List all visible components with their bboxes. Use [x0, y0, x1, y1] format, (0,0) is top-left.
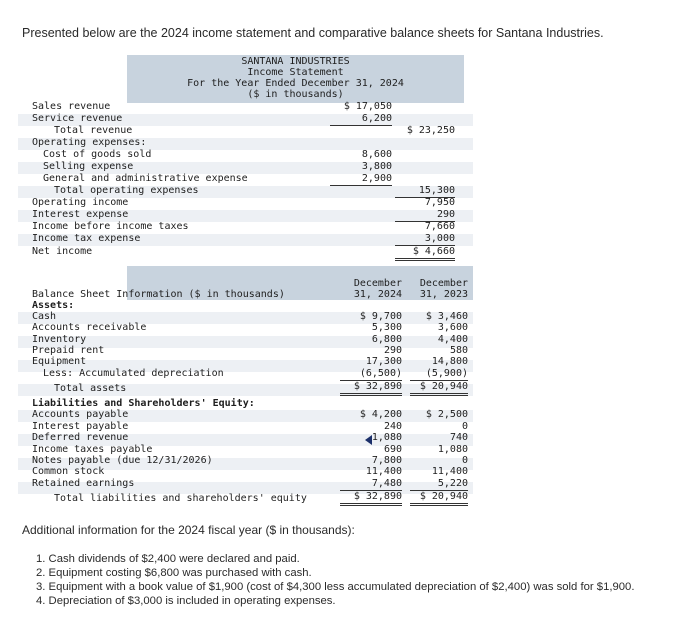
bs-row-label: Inventory — [32, 334, 87, 345]
bs-row-2024: 6,800 — [371, 334, 402, 345]
bs-row-2023: 1,080 — [437, 444, 468, 455]
is-row-total: 7,950 — [424, 197, 455, 208]
bs-row-2024: 7,480 — [340, 478, 402, 491]
bs-row-label: Total liabilities and shareholders' equity — [54, 493, 307, 504]
statement-period: For the Year Ended December 31, 2024 — [187, 78, 404, 89]
is-row-label: Income tax expense — [32, 233, 141, 244]
is-row-amount: 6,200 — [330, 113, 392, 126]
bs-row-2024: (6,500) — [340, 368, 402, 381]
mouse-cursor-icon — [365, 435, 372, 445]
bs-col1-header: December — [353, 278, 402, 289]
is-row-label: Total revenue — [54, 125, 133, 136]
liabilities-heading: Liabilities and Shareholders' Equity: — [32, 398, 255, 409]
is-row-total: 290 — [395, 209, 455, 222]
bs-row-label: Retained earnings — [32, 478, 135, 489]
is-row-label: Income before income taxes — [32, 221, 189, 232]
is-row-label: Operating expenses: — [32, 137, 147, 148]
bs-row-2023: 3,600 — [437, 322, 468, 333]
list-item: 2. Equipment costing $6,800 was purchased with cash. — [36, 567, 312, 579]
total-assets-2024: $ 32,890 — [340, 381, 402, 396]
is-row-total: $ 23,250 — [406, 125, 455, 136]
is-row-label: Cost of goods sold — [43, 149, 152, 160]
additional-info-list — [36, 552, 634, 608]
balance-sheet-title: Balance Sheet Information ($ in thousands) — [32, 289, 285, 300]
bs-row-2023: (5,900) — [410, 368, 468, 381]
bs-row-2023: 740 — [449, 432, 468, 443]
bs-row-2023: 11,400 — [431, 466, 468, 477]
is-row-label: Interest expense — [32, 209, 129, 220]
bs-row-2023: 14,800 — [431, 356, 468, 367]
bs-row-2023: 580 — [449, 345, 468, 356]
is-row-total: 3,000 — [395, 233, 455, 246]
bs-row-2023: 0 — [461, 455, 468, 466]
bs-row-label: Deferred revenue — [32, 432, 129, 443]
is-row-amount: 2,900 — [330, 173, 392, 186]
is-row-amount: 3,800 — [361, 161, 392, 172]
bs-row-2023: 5,220 — [410, 478, 468, 491]
is-row-amount: 8,600 — [361, 149, 392, 160]
net-income-total: $ 4,660 — [395, 246, 455, 261]
is-row-label: Service revenue — [32, 113, 123, 124]
bs-row-label: Total assets — [54, 383, 127, 394]
bs-row-label: Equipment — [32, 356, 87, 367]
bs-col2-header: 31, 2023 — [419, 289, 468, 300]
bs-row-label: Less: Accumulated depreciation — [43, 368, 224, 379]
is-row-total: 7,660 — [424, 221, 455, 232]
is-row-total: 15,300 — [395, 185, 455, 198]
list-item: 1. Cash dividends of $2,400 were declared and paid. — [36, 553, 300, 565]
total-liabilities-equity-2023: $ 20,940 — [410, 491, 468, 506]
bs-row-label: Income taxes payable — [32, 444, 153, 455]
bs-row-label: Notes payable (due 12/31/2026) — [32, 455, 213, 466]
bs-row-label: Common stock — [32, 466, 105, 477]
is-row-amount: $ 17,050 — [343, 101, 392, 112]
bs-row-2024: 240 — [383, 421, 402, 432]
is-row-label: Total operating expenses — [54, 185, 199, 196]
bs-row-label: Interest payable — [32, 421, 129, 432]
list-item: 4. Depreciation of $3,000 is included in operating expenses. — [36, 595, 336, 607]
bs-row-2023: $ 2,500 — [425, 409, 468, 420]
is-row-label: Sales revenue — [32, 101, 111, 112]
statement-units: ($ in thousands) — [247, 89, 344, 100]
bs-row-2024: 11,400 — [365, 466, 402, 477]
is-row-label: General and administrative expense — [43, 173, 248, 184]
bs-row-2023: $ 3,460 — [425, 311, 468, 322]
is-row-label: Operating income — [32, 197, 129, 208]
bs-row-2024: 7,800 — [371, 455, 402, 466]
bs-row-label: Accounts receivable — [32, 322, 147, 333]
bs-row-label: Cash — [32, 311, 57, 322]
is-row-label: Net income — [32, 246, 93, 257]
is-row-label: Selling expense — [43, 161, 134, 172]
bs-col1-header: 31, 2024 — [353, 289, 402, 300]
bs-row-2024: $ 4,200 — [359, 409, 402, 420]
company-name: SANTANA INDUSTRIES — [241, 56, 350, 67]
total-liabilities-equity-2024: $ 32,890 — [340, 491, 402, 506]
list-item: 3. Equipment with a book value of $1,900 (cost of $4,300 less accumulated depreciation of $2,400) was sold for $1,900. — [36, 581, 635, 593]
additional-info-heading: Additional information for the 2024 fiscal year ($ in thousands): — [22, 523, 355, 537]
bs-row-2024: 1,080 — [371, 432, 402, 443]
bs-row-label: Prepaid rent — [32, 345, 105, 356]
bs-row-2024: $ 9,700 — [359, 311, 402, 322]
bs-row-2024: 5,300 — [371, 322, 402, 333]
statement-title: Income Statement — [247, 67, 344, 78]
bs-row-2023: 0 — [461, 421, 468, 432]
bs-row-2024: 690 — [383, 444, 402, 455]
bs-row-label: Accounts payable — [32, 409, 129, 420]
total-assets-2023: $ 20,940 — [410, 381, 468, 396]
bs-row-2024: 17,300 — [365, 356, 402, 367]
bs-row-2024: 290 — [383, 345, 402, 356]
bs-col2-header: December — [419, 278, 468, 289]
assets-heading: Assets: — [32, 300, 75, 311]
intro-text: Presented below are the 2024 income statement and comparative balance sheets for Santana Industries. — [22, 26, 604, 40]
bs-row-2023: 4,400 — [437, 334, 468, 345]
